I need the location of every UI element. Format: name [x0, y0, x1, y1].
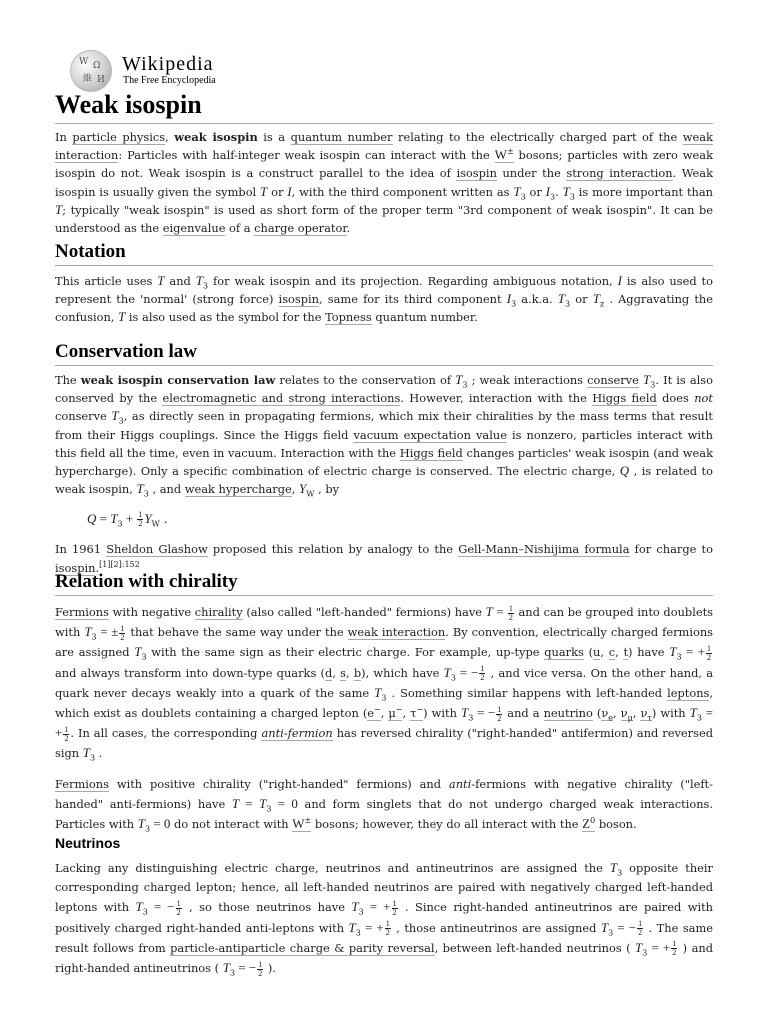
neutrinos-paragraph: Lacking any distinguishing electric charge, neutrinos and antineutrinos are assigned the $T_3$ opposite their corresponding charged lepton; hence, all left-handed neutrinos are paired with negatively charged left-handed leptons with $T_3$ = − $\frac{1}{2}$ , so those neutrinos have $T_3$ = + $\frac{1}{2}$ . Since right-handed antineutrinos are paired with positively charged right-handed anti-leptons with $T_3$ = + $\frac{1}{2}$ , those antineutrinos are assigned $T_3$ = − $\frac{1}{2}$ . The same result follows from particle-antiparticle charge & parity reversal, between left-handed neutrinos ( $T_3$ = + $\frac{1}{2}$ ) and right-handed antineutrinos ( $T_3$ = − $\frac{1}{2}$ ).: [55, 860, 714, 978]
conservation-paragraph: The weak isospin conservation law relates to the conservation of $T_3$ ; weak interactions conserve $T_3$. It is also conserved by the electromagnetic and strong interactions. However, interaction with the Higgs field does not conserve $T_3$, as directly seen in propagating fermions, which mix their chiralities by the mass terms that result from their Higgs couplings. Since the Higgs field vacuum expectation value is nonzero, particles interact with this field all the time, even in vacuum. Interaction with the Higgs field changes particles' weak isospin (and weak hypercharge). Only a specific combination of electric charge is conserved. The electric charge, Q , is related to weak isospin, $T_3$ , and weak hypercharge, $Y_W$ , by: [55, 372, 714, 499]
wikipedia-tagline: The Free Encyclopedia: [123, 75, 216, 86]
link-tau-neutrino[interactable]: $\nu_\tau$: [640, 706, 652, 723]
link-higgs-field[interactable]: Higgs field: [592, 391, 657, 406]
link-bottom-quark[interactable]: b: [353, 665, 362, 680]
link-sheldon-glashow[interactable]: Sheldon Glashow: [106, 542, 208, 557]
link-weak-interaction-2[interactable]: weak interaction: [347, 625, 446, 640]
link-muon-neutrino[interactable]: $\nu_\mu$: [620, 706, 633, 723]
link-w-boson-2[interactable]: W±: [292, 816, 312, 832]
neutrinos-heading: Neutrinos: [55, 835, 121, 851]
link-electron-neutrino[interactable]: $\nu_e$: [601, 706, 614, 723]
link-eigenvalue[interactable]: eigenvalue: [162, 221, 226, 236]
chirality-paragraph: Fermions with negative chirality (also called "left-handed" fermions) have T = $\frac{1}{2}$ and can be grouped into doublets with $T_3$ = ± $\frac{1}{2}$ that behave the same way under the weak interaction. By convention, electrically charged fermions are assigned $T_3$ with the same sign as their electric charge. For example, up-type quarks (u, c, t) have $T_3$ = + $\frac{1}{2}$ and always transform into down-type quarks (d, s, b), which have $T_3$ = − $\frac{1}{2}$ , and vice versa. On the other hand, a quark never decays weakly into a quark of the same $T_3$ . Something similar happens with left-handed leptons, which exist as doublets containing a charged lepton (e−, μ−, τ−) with $T_3$ = − $\frac{1}{2}$ and a neutrino ($\nu_e$, $\nu_\mu$, $\nu_\tau$) with $T_3$ = + $\frac{1}{2}$ . In all cases, the corresponding anti-fermion has reversed chirality ("right-handed" antifermion) and reversed sign $T_3$ .: [55, 603, 714, 763]
link-up-quark[interactable]: u: [593, 645, 601, 660]
notation-section: [55, 240, 713, 327]
chirality-paragraph-2: Fermions with positive chirality ("right-handed" fermions) and anti-fermions with negative chirality ("left-handed" anti-fermions) have $T = T_3 = 0$ and form singlets that do not undergo charged weak interactions. Particles with $T_3 = 0$ do not interact with W± bosons; however, they do all interact with the $Z^0$ boson.: [55, 776, 714, 834]
link-conserve[interactable]: conserve: [587, 373, 639, 387]
notation-heading: Notation: [55, 240, 713, 266]
link-weak-interaction[interactable]: weak interaction: [55, 130, 713, 163]
link-muon[interactable]: μ−: [388, 705, 403, 721]
link-w-boson[interactable]: W±: [494, 147, 514, 163]
link-isospin-2[interactable]: isospin: [55, 560, 96, 575]
glashow-paragraph: In 1961 Sheldon Glashow proposed this relation by analogy to the Gell-Mann–Nishijima formula for charge to isospin.$^{[1][2]:152}$: [55, 542, 713, 575]
link-down-quark[interactable]: d: [324, 665, 333, 680]
wikipedia-logo[interactable]: [70, 50, 230, 92]
chirality-section: [55, 570, 713, 834]
link-chirality[interactable]: chirality: [194, 605, 243, 619]
link-top-quark[interactable]: t: [623, 645, 629, 660]
wikipedia-wordmark: Wikipedia: [122, 53, 214, 75]
conservation-heading: Conservation law: [55, 340, 713, 366]
link-tau[interactable]: τ−: [410, 705, 424, 721]
link-gell-mann-nishijima[interactable]: Gell-Mann–Nishijima formula: [458, 542, 630, 557]
link-particle-physics[interactable]: particle physics: [72, 130, 166, 144]
link-vev[interactable]: vacuum expectation value: [353, 427, 507, 442]
conservation-section: [55, 340, 713, 577]
wikipedia-globe-icon: W Ω 維 И: [70, 50, 112, 92]
link-neutrino[interactable]: neutrino: [543, 706, 593, 721]
link-fermions[interactable]: Fermions: [55, 605, 109, 619]
charge-equation: $Q = T_3$ + $\frac{1}{2}$ $Y_W$ .: [87, 510, 168, 529]
reference-marker[interactable]: [1][2]:152: [99, 559, 140, 569]
link-isospin-notation[interactable]: isospin: [278, 292, 320, 307]
link-weak-hypercharge[interactable]: weak hypercharge: [184, 482, 292, 497]
neutrinos-section: [55, 834, 713, 978]
link-charge-operator[interactable]: charge operator: [254, 221, 347, 236]
intro-paragraph: In particle physics, weak isospin is a quantum number relating to the electrically charged part of the weak interaction: Particles with half-integer weak isospin can interact with the W± bosons; particles with zero weak isospin do not. Weak isospin is a construct parallel to the idea of isospin under the strong interaction. Weak isospin is usually given the symbol T or I, with the third component written as $T_3$ or $I_3$. $T_3$ is more important than T; typically "weak isospin" is used as short form of the proper term "3rd component of weak isospin". It can be understood as the eigenvalue of a charge operator.: [55, 130, 713, 236]
notation-paragraph: This article uses T and $T_3$ for weak isospin and its projection. Regarding ambiguous notation, I is also used to represent the 'normal' (strong force) isospin, same for its third component $I_3$ a.k.a. $T_3$ or $T_z$ . Aggravating the confusion, T is also used as the symbol for the Topness quantum number.: [55, 273, 713, 325]
link-electron[interactable]: e−: [367, 705, 381, 721]
link-higgs-field-2[interactable]: Higgs field: [399, 445, 463, 460]
link-quarks[interactable]: quarks: [544, 645, 584, 660]
link-em-strong[interactable]: electromagnetic and strong interactions: [162, 391, 401, 406]
link-strong-interaction[interactable]: strong interaction: [566, 166, 673, 181]
link-fermions-2[interactable]: Fermions: [55, 776, 109, 791]
chirality-heading: Relation with chirality: [55, 570, 713, 596]
link-z-boson[interactable]: $Z^0$: [582, 816, 596, 832]
link-topness[interactable]: Topness: [325, 310, 372, 325]
page-title: Weak isospin: [55, 89, 713, 124]
link-isospin[interactable]: isospin: [456, 166, 497, 181]
intro-section: [55, 128, 713, 237]
link-charge-parity-reversal[interactable]: particle-antiparticle charge & parity reversal: [170, 940, 435, 955]
link-quantum-number[interactable]: quantum number: [290, 130, 393, 144]
link-charm-quark[interactable]: c: [608, 645, 616, 660]
link-antifermion[interactable]: anti-fermion: [261, 726, 333, 741]
link-leptons[interactable]: leptons: [667, 685, 710, 700]
link-strange-quark[interactable]: s: [340, 665, 346, 680]
